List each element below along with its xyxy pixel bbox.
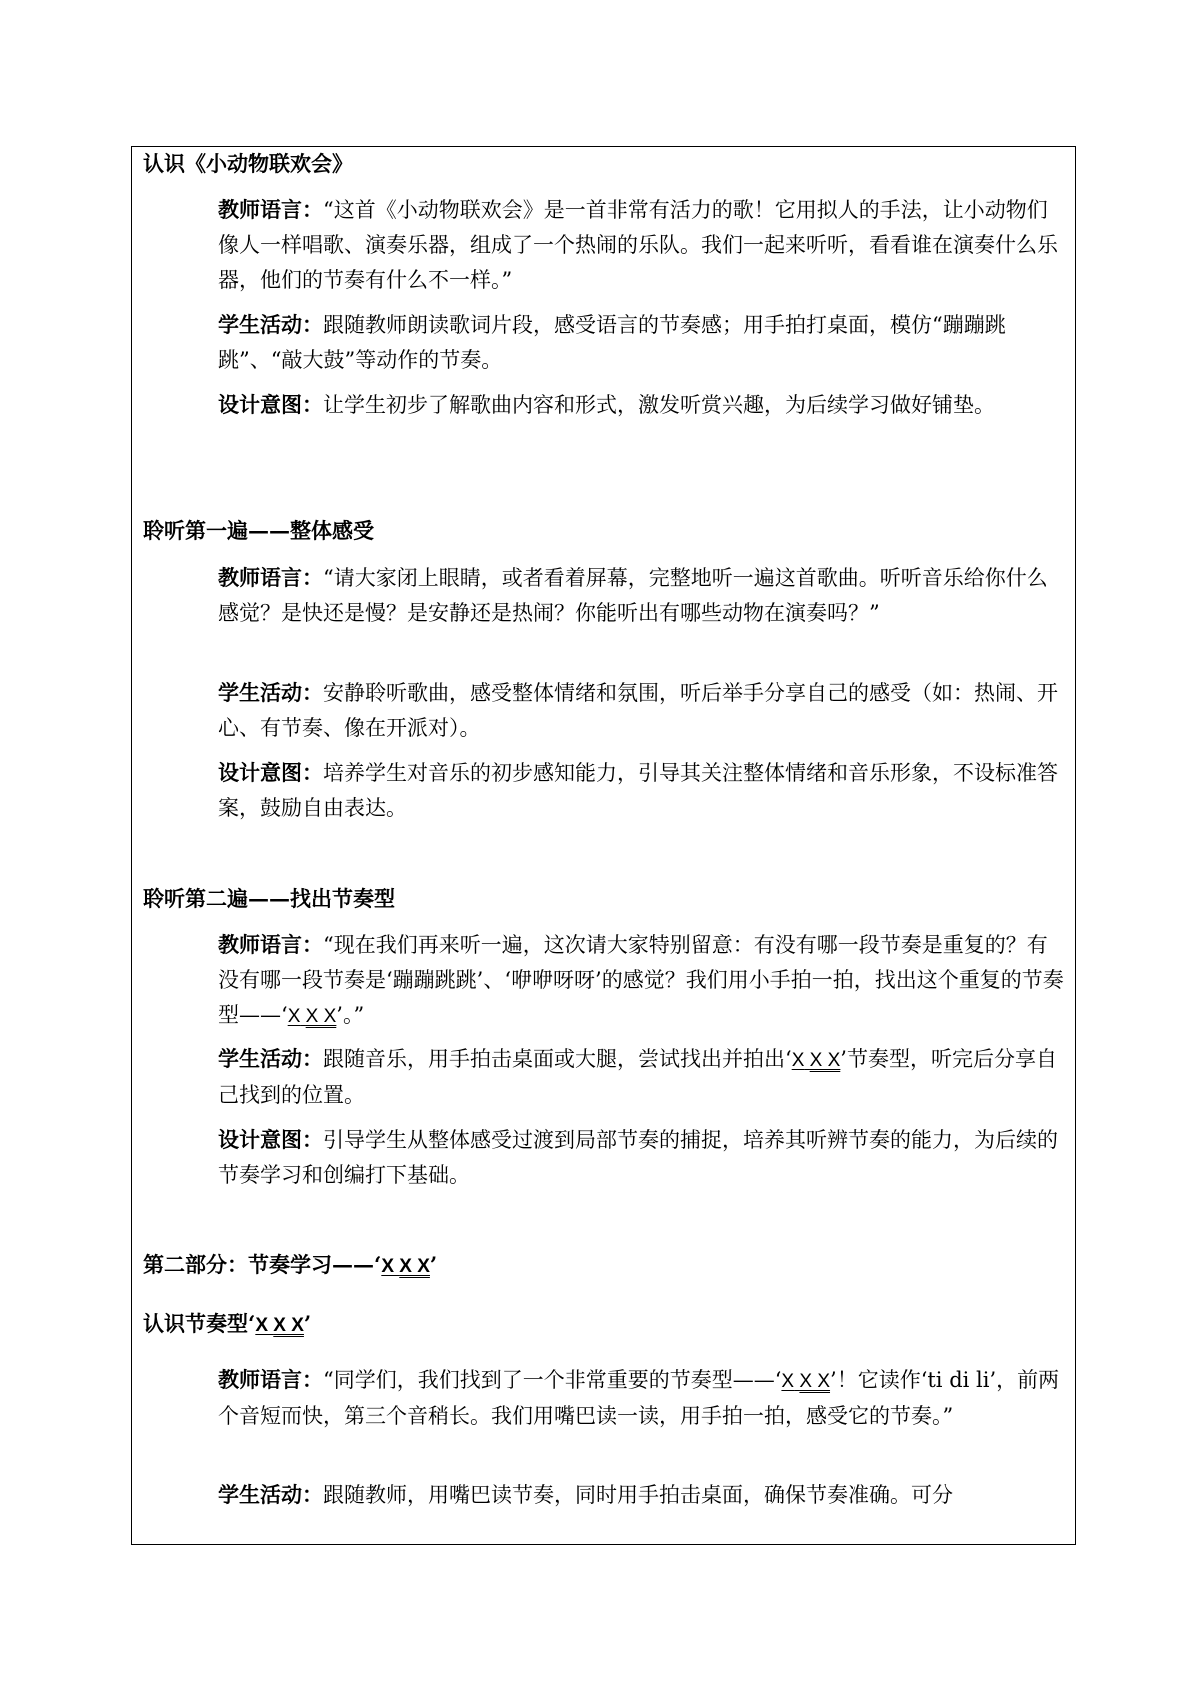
lesson-plan-frame (131, 146, 1076, 1545)
student-text-before: 跟随音乐，用手拍击桌面或大腿，尝试找出并拍出‘ (323, 1047, 792, 1071)
teacher-speech-4-label: 教师语言： (218, 1367, 323, 1392)
heading-text: 聆听第二遍——找出节奏型 (143, 886, 395, 911)
student-activity-1 (218, 307, 1066, 378)
teacher-text: “这首《小动物联欢会》是一首非常有活力的歌！它用拟人的手法，让小动物们像人一样唱歌、演奏乐器，组成了一个热闹的乐队。我们一起来听听，看看谁在演奏什么乐器，他们的节奏有什么不一样。” (218, 198, 1058, 292)
teacher-speech-2-label: 教师语言： (218, 565, 323, 590)
student-activity-4 (218, 1477, 1066, 1513)
part2-subheading (143, 1309, 311, 1341)
teacher-text-after: ’。” (336, 1003, 365, 1027)
design-intent-2-label: 设计意图： (218, 760, 323, 785)
rhythm-first: X (381, 1256, 394, 1277)
design-text: 培养学生对音乐的初步感知能力，引导其关注整体情绪和音乐形象，不设标准答案，鼓励自由表达。 (218, 761, 1058, 820)
rhythm-notation (381, 1256, 430, 1277)
rhythm-first: X (255, 1315, 268, 1336)
rhythm-first: X (781, 1371, 795, 1392)
rhythm-rest: X X (305, 1006, 337, 1027)
rhythm-rest: X X (809, 1050, 841, 1071)
rhythm-first: X (791, 1050, 805, 1071)
part2-heading (143, 1250, 437, 1282)
teacher-text: “请大家闭上眼睛，或者看着屏幕，完整地听一遍这首歌曲。听听音乐给你什么感觉？是快还是慢？是安静还是热闹？你能听出有哪些动物在演奏吗？” (218, 566, 1048, 625)
section-heading-3 (143, 884, 395, 914)
student-activity-3 (218, 1041, 1066, 1113)
student-activity-1-label: 学生活动： (218, 312, 323, 337)
rhythm-notation (792, 1050, 841, 1071)
student-activity-3-label: 学生活动： (218, 1046, 323, 1071)
student-activity-4-label: 学生活动： (218, 1482, 323, 1507)
teacher-speech-1 (218, 192, 1066, 298)
teacher-speech-2 (218, 560, 1066, 631)
heading-text: 聆听第一遍——整体感受 (143, 518, 374, 543)
teacher-speech-3 (218, 927, 1066, 1034)
student-activity-2-label: 学生活动： (218, 680, 323, 705)
student-text: 跟随教师，用嘴巴读节奏，同时用手拍击桌面，确保节奏准确。可分 (323, 1483, 953, 1507)
student-activity-2 (218, 675, 1066, 746)
design-intent-3 (218, 1122, 1066, 1193)
design-intent-2 (218, 755, 1066, 826)
student-text: 跟随教师朗读歌词片段，感受语言的节奏感；用手拍打桌面，模仿“蹦蹦跳跳”、“敲大鼓”等动作的节奏。 (218, 313, 1006, 372)
design-intent-1-label: 设计意图： (218, 392, 323, 417)
teacher-speech-4 (218, 1362, 1066, 1434)
rhythm-notation (781, 1371, 830, 1392)
rhythm-rest: X X (399, 1256, 430, 1277)
rhythm-notation (288, 1006, 337, 1027)
heading-text: 认识《小动物联欢会》 (143, 151, 353, 176)
design-intent-1 (218, 387, 1066, 423)
section-heading-1 (143, 149, 353, 179)
teacher-speech-1-label: 教师语言： (218, 197, 323, 222)
student-text-after: ’节奏型，听完后分享自己找到的位置。 (218, 1047, 1057, 1107)
rhythm-first: X (287, 1006, 301, 1027)
heading-before: 第二部分：节奏学习——‘ (143, 1252, 382, 1277)
subheading-before: 认识节奏型‘ (143, 1311, 256, 1336)
rhythm-notation (255, 1315, 304, 1336)
teacher-text-before: “现在我们再来听一遍，这次请大家特别留意：有没有哪一段节奏是重复的？有没有哪一段节奏是‘蹦蹦跳跳’、‘咿咿呀呀’的感觉？我们用小手拍一拍，找出这个重复的节奏型——‘ (218, 933, 1064, 1027)
student-text: 安静聆听歌曲，感受整体情绪和氛围，听后举手分享自己的感受（如：热闹、开心、有节奏、像在开派对）。 (218, 681, 1058, 740)
teacher-text-after: ’！它读作‘ti di li’，前两个音短而快，第三个音稍长。我们用嘴巴读一读，用手拍一拍，感受它的节奏。” (218, 1368, 1060, 1428)
design-text: 让学生初步了解歌曲内容和形式，激发听赏兴趣，为后续学习做好铺垫。 (323, 393, 995, 417)
rhythm-rest: X X (799, 1371, 831, 1392)
heading-after: ’ (429, 1252, 438, 1277)
section-heading-2 (143, 516, 374, 546)
subheading-after: ’ (303, 1311, 312, 1336)
teacher-text-before: “同学们，我们找到了一个非常重要的节奏型——‘ (323, 1368, 782, 1392)
teacher-speech-3-label: 教师语言： (218, 932, 323, 957)
design-text: 引导学生从整体感受过渡到局部节奏的捕捉，培养其听辨节奏的能力，为后续的节奏学习和创编打下基础。 (218, 1128, 1058, 1187)
design-intent-3-label: 设计意图： (218, 1127, 323, 1152)
rhythm-rest: X X (273, 1315, 304, 1336)
